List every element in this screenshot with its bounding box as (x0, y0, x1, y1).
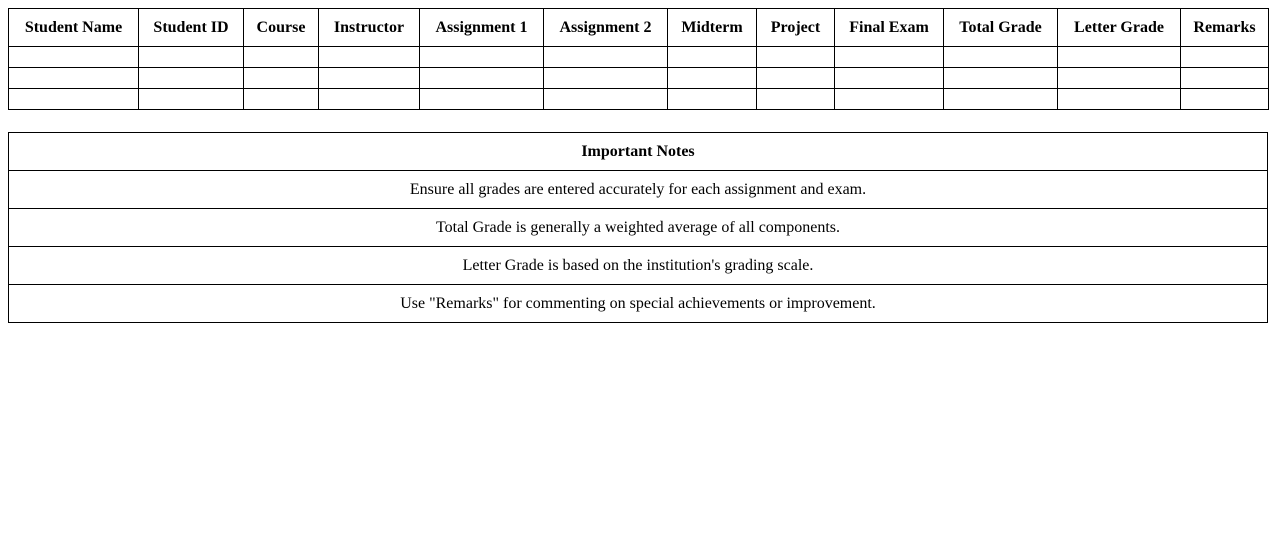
table-cell (835, 89, 944, 110)
note-row (9, 209, 1268, 247)
table-cell (1181, 68, 1269, 89)
grades-table (8, 8, 1269, 110)
table-cell (1181, 89, 1269, 110)
table-cell (757, 89, 835, 110)
column-header-remarks: Remarks (1181, 9, 1269, 47)
column-header-final-exam: Final Exam (835, 9, 944, 47)
table-cell (420, 47, 544, 68)
notes-title: Important Notes (9, 133, 1268, 171)
table-cell (757, 68, 835, 89)
column-header-course: Course (244, 9, 319, 47)
notes-table (8, 132, 1268, 323)
table-cell (944, 68, 1058, 89)
column-header-student-id: Student ID (139, 9, 244, 47)
table-cell (420, 89, 544, 110)
table-cell (544, 89, 668, 110)
table-cell (319, 68, 420, 89)
notes-header-row (9, 133, 1268, 171)
table-cell (9, 47, 139, 68)
table-cell (668, 47, 757, 68)
table-cell (835, 47, 944, 68)
table-cell (944, 47, 1058, 68)
table-cell (944, 89, 1058, 110)
column-header-total-grade: Total Grade (944, 9, 1058, 47)
note-text: Total Grade is generally a weighted average of all components. (9, 209, 1268, 247)
table-cell (9, 68, 139, 89)
table-row (9, 89, 1269, 110)
table-cell (319, 47, 420, 68)
table-cell (244, 47, 319, 68)
column-header-assignment-2: Assignment 2 (544, 9, 668, 47)
table-cell (757, 47, 835, 68)
note-row (9, 285, 1268, 323)
table-cell (1181, 47, 1269, 68)
table-cell (1058, 47, 1181, 68)
column-header-assignment-1: Assignment 1 (420, 9, 544, 47)
note-row (9, 171, 1268, 209)
grades-header-row (9, 9, 1269, 47)
table-cell (1058, 89, 1181, 110)
column-header-midterm: Midterm (668, 9, 757, 47)
table-cell (244, 89, 319, 110)
table-cell (139, 89, 244, 110)
table-cell (319, 89, 420, 110)
table-row (9, 47, 1269, 68)
column-header-project: Project (757, 9, 835, 47)
note-row (9, 247, 1268, 285)
table-cell (668, 68, 757, 89)
note-text: Letter Grade is based on the institution's grading scale. (9, 247, 1268, 285)
column-header-letter-grade: Letter Grade (1058, 9, 1181, 47)
table-cell (544, 68, 668, 89)
table-cell (139, 47, 244, 68)
table-row (9, 68, 1269, 89)
column-header-student-name: Student Name (9, 9, 139, 47)
table-cell (9, 89, 139, 110)
table-cell (544, 47, 668, 68)
note-text: Use "Remarks" for commenting on special achievements or improvement. (9, 285, 1268, 323)
table-cell (139, 68, 244, 89)
table-cell (668, 89, 757, 110)
table-cell (1058, 68, 1181, 89)
table-cell (244, 68, 319, 89)
table-cell (835, 68, 944, 89)
note-text: Ensure all grades are entered accurately for each assignment and exam. (9, 171, 1268, 209)
table-cell (420, 68, 544, 89)
column-header-instructor: Instructor (319, 9, 420, 47)
